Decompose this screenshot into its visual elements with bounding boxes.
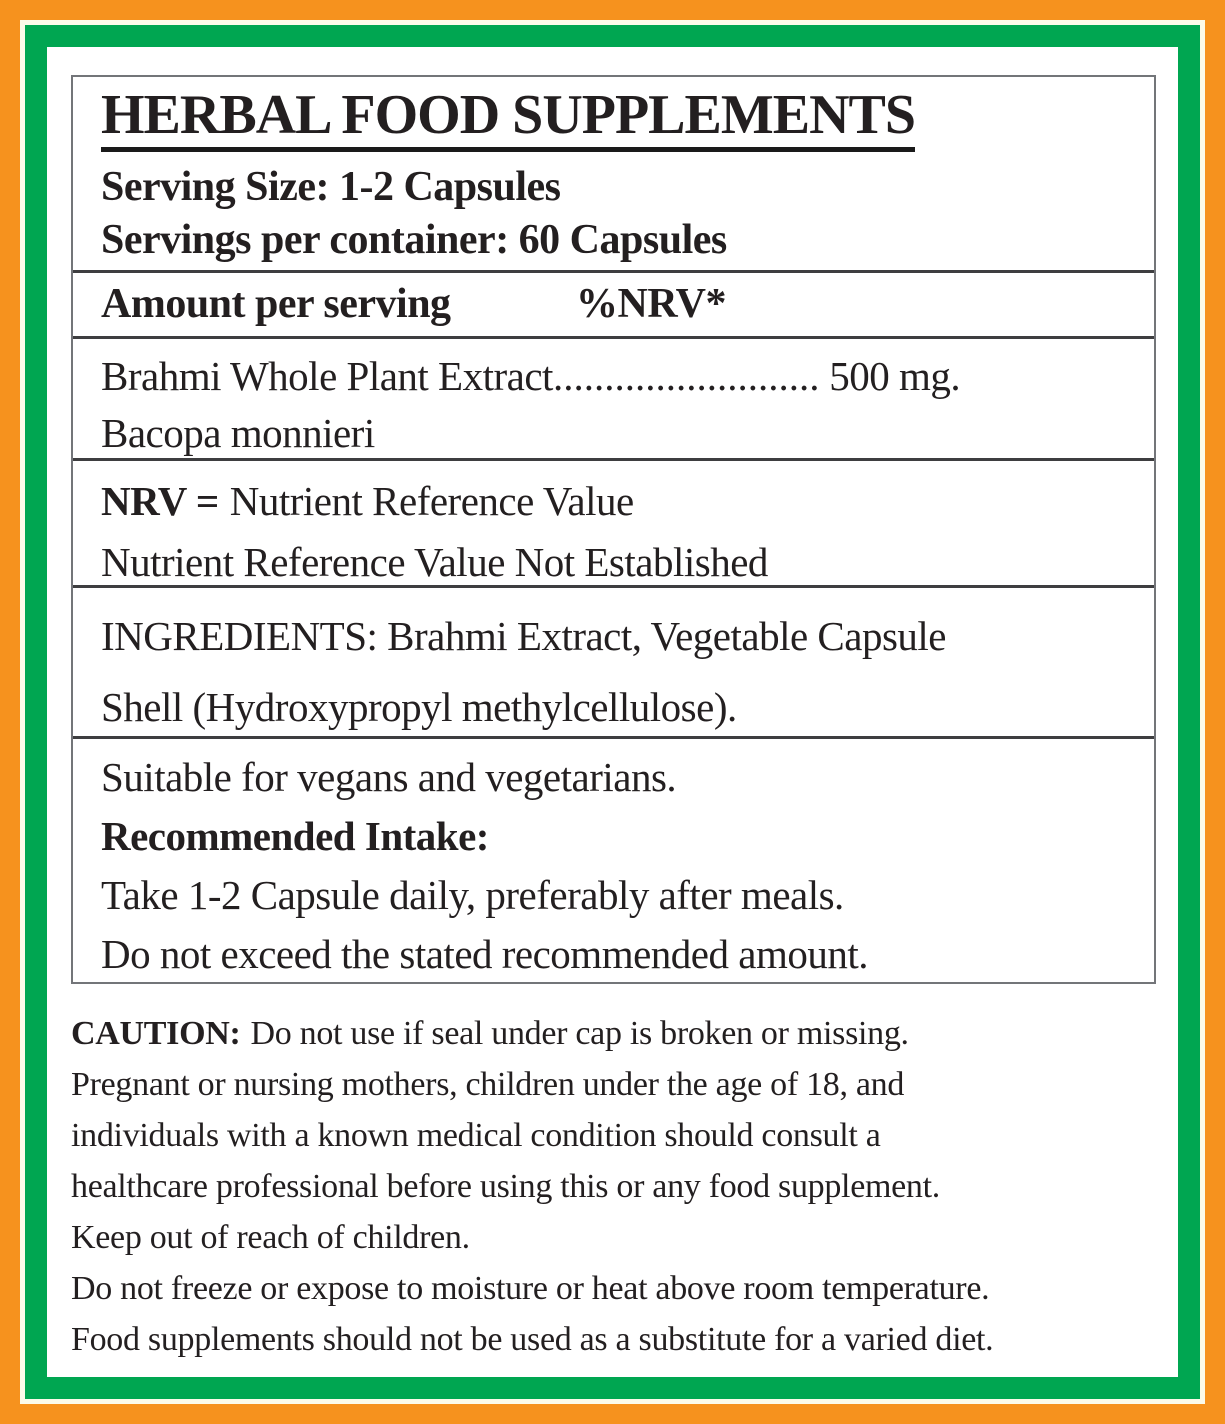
ingredient-name: Brahmi Whole Plant Extract [101,353,553,399]
servings-per-container-line: Servings per container: 60 Capsules [101,217,727,264]
caution-line: Keep out of reach of children. [71,1219,470,1256]
ingredient-latin-name: Bacopa monnieri [101,410,375,456]
nrv-not-established-line: Nutrient Reference Value Not Established [101,539,768,585]
amount-per-serving-header: Amount per serving [101,281,451,327]
amount-header-row [73,270,1154,336]
nrv-definition-text: Nutrient Reference Value [229,478,634,524]
ingredients-line-2: Shell (Hydroxypropyl methylcellulose). [101,684,737,730]
panel-header-row [73,77,1154,270]
intake-instruction-line-1: Take 1-2 Capsule daily, preferably after meals. [101,872,844,918]
recommended-intake-heading: Recommended Intake: [101,813,489,859]
caution-line: CAUTION: Do not use if seal under cap is broken or missing. [71,1015,909,1052]
serving-size-line: Serving Size: 1-2 Capsules [101,164,561,211]
label-content [47,47,1178,1377]
caution-line: Food supplements should not be used as a substitute for a varied diet. [71,1321,994,1358]
caution-line: Do not freeze or expose to moisture or heat above room temperature. [71,1270,990,1307]
intake-instruction-line-2: Do not exceed the stated recommended amount. [101,931,868,977]
caution-line: healthcare professional before using this or any food supplement. [71,1168,940,1205]
caution-block [71,1008,1178,1365]
ingredients-line-1: INGREDIENTS: Brahmi Extract, Vegetable Capsule [101,613,947,659]
nrv-percent-header: %NRV* [576,281,727,327]
caution-label: CAUTION: [71,1015,241,1052]
intake-row [73,736,1154,982]
ingredient-amount: 500 mg. [829,353,961,399]
nrv-definition-row [73,458,1154,585]
dotted-leader: .......................... [552,353,820,399]
ingredient-amount-line [101,348,1138,405]
nrv-abbreviation: NRV = [101,478,219,524]
caution-line: Pregnant or nursing mothers, children under the age of 18, and [71,1066,905,1103]
active-ingredient-row [73,336,1154,458]
suitable-line: Suitable for vegans and vegetarians. [101,754,677,800]
panel-title: HERBAL FOOD SUPPLEMENTS [101,87,915,152]
ingredients-row [73,585,1154,736]
nrv-definition-line [101,471,1138,532]
supplement-facts-panel [71,75,1156,984]
caution-line: individuals with a known medical condition should consult a [71,1117,881,1154]
